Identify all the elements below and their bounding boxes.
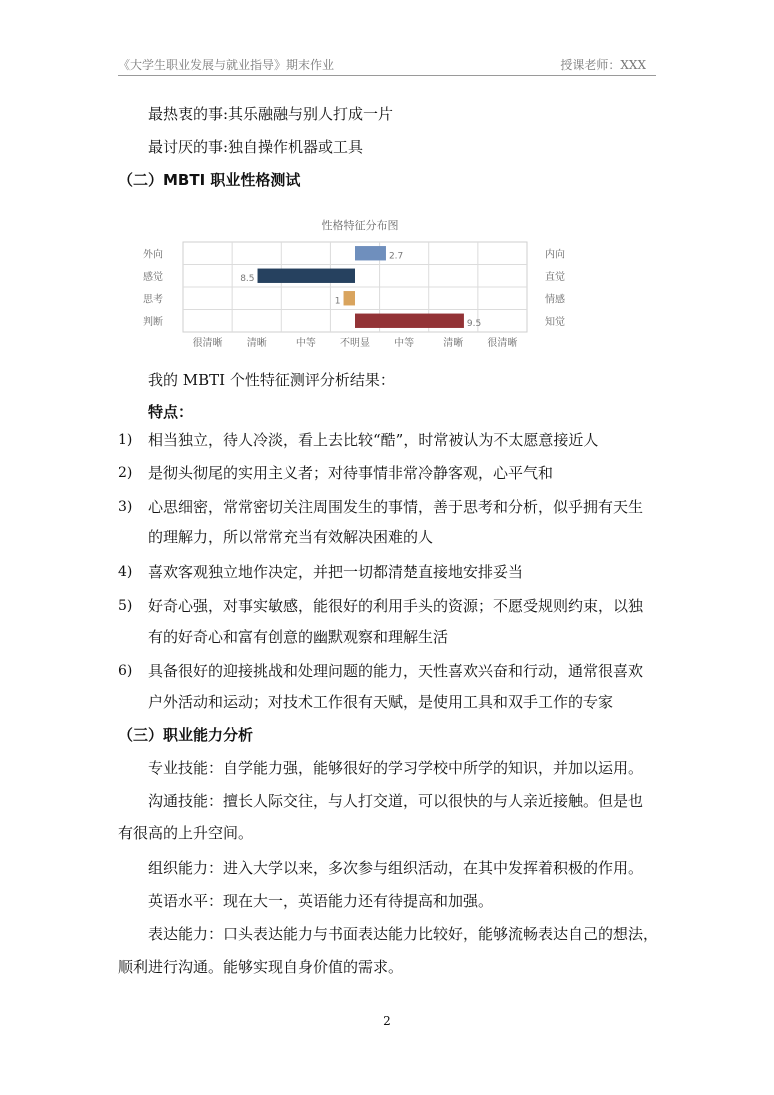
page-header: [118, 55, 656, 76]
chart-x-tick-label: 很清晰: [192, 338, 223, 349]
feature-text: 具备很好的迎接挑战和处理问题的能力，天性喜欢兴奋和行动，通常很喜欢: [148, 662, 644, 680]
chart-right-label: 直觉: [545, 271, 565, 283]
header-teacher: 授课老师：XXX: [560, 58, 646, 72]
intro-line-dislike: 最讨厌的事:独自操作机器或工具: [148, 138, 364, 156]
feature-number: 6): [118, 663, 133, 679]
ability-paragraph-line: 顺利进行沟通。能够实现自身价值的需求。: [118, 958, 404, 976]
chart-left-label: 思考: [143, 294, 163, 306]
feature-text: 喜欢客观独立地作决定，并把一切都清楚直接地安排妥当: [148, 563, 524, 581]
chart-left-label: 感觉: [143, 271, 163, 283]
ability-paragraph-line: 表达能力：口头表达能力与书面表达能力比较好，能够流畅表达自己的想法，: [148, 925, 659, 943]
ability-paragraph-line: 组织能力：进入大学以来，多次参与组织活动，在其中发挥着积极的作用。: [148, 859, 644, 877]
chart-x-tick-label: 不明显: [340, 338, 370, 349]
mbti-bar-chart: [140, 208, 580, 358]
chart-bar: [355, 246, 386, 260]
chart-x-tick-label: 清晰: [443, 338, 464, 349]
analysis-intro: 我的 MBTI 个性特征测评分析结果：: [148, 371, 395, 389]
chart-x-tick-label: 中等: [295, 338, 316, 349]
chart-bar: [258, 269, 355, 283]
feature-text: 户外活动和运动；对技术工作很有天赋，是使用工具和双手工作的专家: [148, 693, 614, 711]
feature-number: 2): [118, 465, 133, 481]
chart-right-label: 情感: [545, 294, 565, 306]
feature-text: 是彻头彻尾的实用主义者；对待事情非常冷静客观，心平气和: [148, 464, 554, 482]
page-number: 2: [383, 1014, 391, 1028]
chart-bar: [344, 291, 355, 305]
feature-text: 相当独立，待人冷淡，看上去比较“酷”，时常被认为不太愿意接近人: [148, 431, 599, 449]
feature-number: 5): [118, 598, 133, 614]
header-course-title: 《大学生职业发展与就业指导》期末作业: [118, 58, 335, 72]
feature-number: 1): [118, 432, 133, 448]
chart-right-label: 内向: [545, 249, 565, 261]
chart-title: 性格特征分布图: [321, 219, 399, 232]
ability-paragraph-line: 英语水平：现在大一，英语能力还有待提高和加强。: [148, 892, 494, 910]
chart-bar: [355, 314, 464, 328]
ability-paragraph-line: 有很高的上升空间。: [118, 824, 254, 842]
chart-x-tick-label: 清晰: [246, 338, 267, 349]
chart-data-label: 2.7: [388, 251, 404, 262]
feature-number: 3): [118, 499, 133, 515]
chart-data-label: 1: [334, 296, 341, 307]
chart-right-label: 知觉: [545, 316, 565, 328]
feature-text: 的理解力，所以常常充当有效解决困难的人: [148, 528, 434, 546]
chart-left-label: 判断: [143, 316, 163, 328]
section-2-heading: （二）MBTI 职业性格测试: [118, 171, 301, 189]
feature-text: 好奇心强，对事实敏感，能很好的利用手头的资源；不愿受规则约束，以独: [148, 597, 644, 615]
chart-data-label: 9.5: [466, 318, 482, 329]
intro-line-favorite: 最热衷的事:其乐融融与别人打成一片: [148, 105, 394, 123]
ability-paragraph-line: 沟通技能：擅长人际交往，与人打交道，可以很快的与人亲近接触。但是也: [148, 792, 644, 810]
feature-text: 有的好奇心和富有创意的幽默观察和理解生活: [148, 628, 449, 646]
chart-x-tick-label: 中等: [394, 338, 415, 349]
features-title: 特点：: [148, 403, 194, 421]
chart-left-label: 外向: [143, 249, 163, 261]
ability-paragraph-line: 专业技能：自学能力强，能够很好的学习学校中所学的知识，并加以运用。: [148, 759, 644, 777]
feature-number: 4): [118, 564, 133, 580]
feature-text: 心思细密，常常密切关注周围发生的事情，善于思考和分析，似乎拥有天生: [148, 498, 644, 516]
chart-data-label: 8.5: [240, 273, 255, 284]
section-3-heading: （三）职业能力分析: [118, 726, 254, 744]
chart-x-tick-label: 很清晰: [487, 338, 518, 349]
